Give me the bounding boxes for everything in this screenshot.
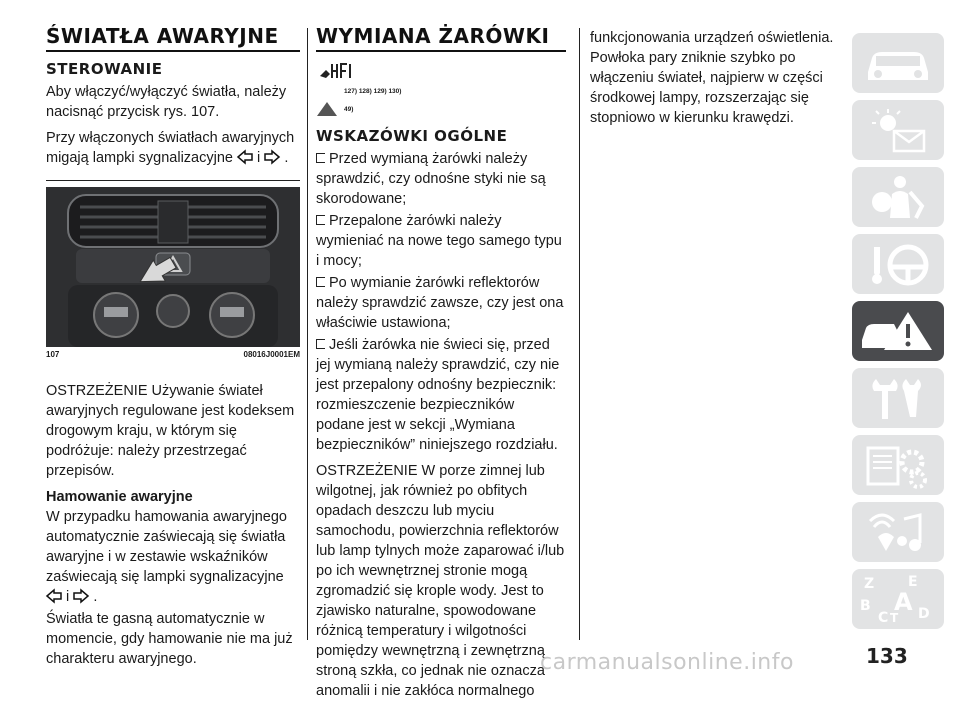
right-turn-indicator-icon (264, 150, 280, 164)
index-letter: T (890, 611, 899, 625)
key-steering-icon (860, 239, 936, 289)
bullet-icon (316, 153, 325, 163)
tab-maintenance[interactable] (852, 368, 944, 428)
paragraph-auto-off: Światła te gasną automatycznie w momencie, gdy hamowanie nie ma już charakteru awaryjnego. (46, 611, 293, 667)
bullet-icon (316, 277, 325, 287)
paragraph-emergency-braking: W przypadku hamowania awaryjnego automatycznie zaświecają się światła awaryjne i w zestawie wskaźników zaświecają się lampki sygnalizacyjne i . (46, 509, 287, 605)
index-letter: C (878, 610, 889, 626)
reference-icons (316, 60, 566, 82)
list-item: Jeśli żarówka nie świeci się, przed jej wymianą należy sprawdzić, czy nie jest przepalony odnośny bezpiecznik: rozmieszczenie bezpieczników podane jest w sekcji „Wymiana bezpieczników” niniejszego rozdziału. (316, 337, 560, 453)
dashboard-photo (46, 187, 300, 347)
index-icon (860, 574, 936, 624)
figure-hazard-button (46, 180, 300, 346)
left-turn-indicator-icon (237, 150, 253, 164)
dashboard-illustration (46, 187, 300, 347)
watermark: carmanualsonline.info (540, 650, 794, 675)
bullet-icon (316, 215, 325, 225)
paragraph-continuation: funkcjonowania urządzeń oświetlenia. Powłoka pary zniknie szybko po włączeniu świateł, najpierw w części środkowej lampy, rozszerzając się stopniowo w kierunku krawędzi. (590, 30, 834, 126)
wrench-icon (860, 373, 936, 423)
paragraph-indicators: Przy włączonych światłach awaryjnych migają lampki sygnalizacyjne i . (46, 130, 295, 166)
bullet-icon (316, 339, 325, 349)
tab-starting-driving[interactable] (852, 234, 944, 294)
paragraph-toggle: Aby włączyć/wyłączyć światła, należy nacisnąć przycisk rys. 107. (46, 84, 287, 120)
figure-caption (46, 350, 300, 359)
figure-code: 08016J0001EM (243, 350, 300, 359)
emergency-icon (860, 306, 936, 356)
seatbelt-airbag-icon (860, 172, 936, 222)
heading-emergency-braking: Hamowanie awaryjne (46, 489, 193, 505)
index-letter: E (908, 574, 918, 590)
chapter-sidebar (852, 33, 944, 636)
warning-traffic-law: OSTRZEŻENIE Używanie świateł awaryjnych regulowane jest kodeksem drogowym kraju, w którym się podróżuje: należy przestrzegać przepisów. (46, 383, 295, 479)
tab-index[interactable] (852, 569, 944, 629)
warning-reference: 49) (316, 101, 566, 117)
left-turn-indicator-icon (46, 589, 62, 603)
index-letter: B (860, 598, 871, 614)
tab-multimedia[interactable] (852, 502, 944, 562)
column-continuation (590, 28, 835, 134)
warning-condensation: OSTRZEŻENIE W porze zimnej lub wilgotnej, jak również po obfitych opadach deszczu lub myciu samochodu, powierzchnia reflektorów lub lamp tylnych może zaparować i/lub po ich wewnętrznej stronie mogą zgromadzić się krople wody. Jest to zjawisko naturalne, spowodowane różnicą temperatury i wilgotności pomiędzy wewnętrzną i zewnętrzną stroną szkła, co jednak nie oznacza anomalii i nie zakłóca normalnego (316, 463, 565, 699)
page-number: 133 (866, 644, 908, 668)
warning-triangle-icon (316, 101, 338, 117)
figure-number: 107 (46, 350, 60, 359)
warning-lights-icon (860, 105, 936, 155)
index-letter: A (894, 588, 913, 616)
section-title-hazard-lights: ŚWIATŁA AWARYJNE (46, 24, 300, 52)
tab-technical-data[interactable] (852, 435, 944, 495)
tab-emergency[interactable] (852, 301, 944, 361)
list-item: Przed wymianą żarówki należy sprawdzić, czy odnośne styki nie są skorodowane; (316, 151, 546, 207)
subtitle-general-notes: WSKAZÓWKI OGÓLNE (316, 127, 508, 145)
multimedia-icon (860, 507, 936, 557)
hand-book-icon (316, 60, 358, 82)
column-hazard-lights (46, 24, 300, 675)
list-item: Przepalone żarówki należy wymieniać na nowe tego samego typu i mocy; (316, 213, 562, 269)
column-divider (579, 28, 580, 640)
list-item: Po wymianie żarówki reflektorów należy sprawdzić zawsze, czy jest ona właściwie ustawiona; (316, 275, 564, 331)
section-title-bulb-replacement: WYMIANA ŻARÓWKI (316, 24, 566, 52)
column-divider (307, 28, 308, 640)
tab-warning-lights[interactable] (852, 100, 944, 160)
tab-safety[interactable] (852, 167, 944, 227)
tab-car-overview[interactable] (852, 33, 944, 93)
gears-icon (860, 440, 936, 490)
footnote-references: 127) 128) 129) 130) (344, 88, 402, 95)
index-letter: Z (864, 576, 875, 592)
car-icon (860, 38, 936, 88)
index-letter: D (918, 606, 930, 622)
subtitle-controls: STEROWANIE (46, 60, 163, 78)
column-bulb-replacement (316, 24, 566, 707)
right-turn-indicator-icon (73, 589, 89, 603)
